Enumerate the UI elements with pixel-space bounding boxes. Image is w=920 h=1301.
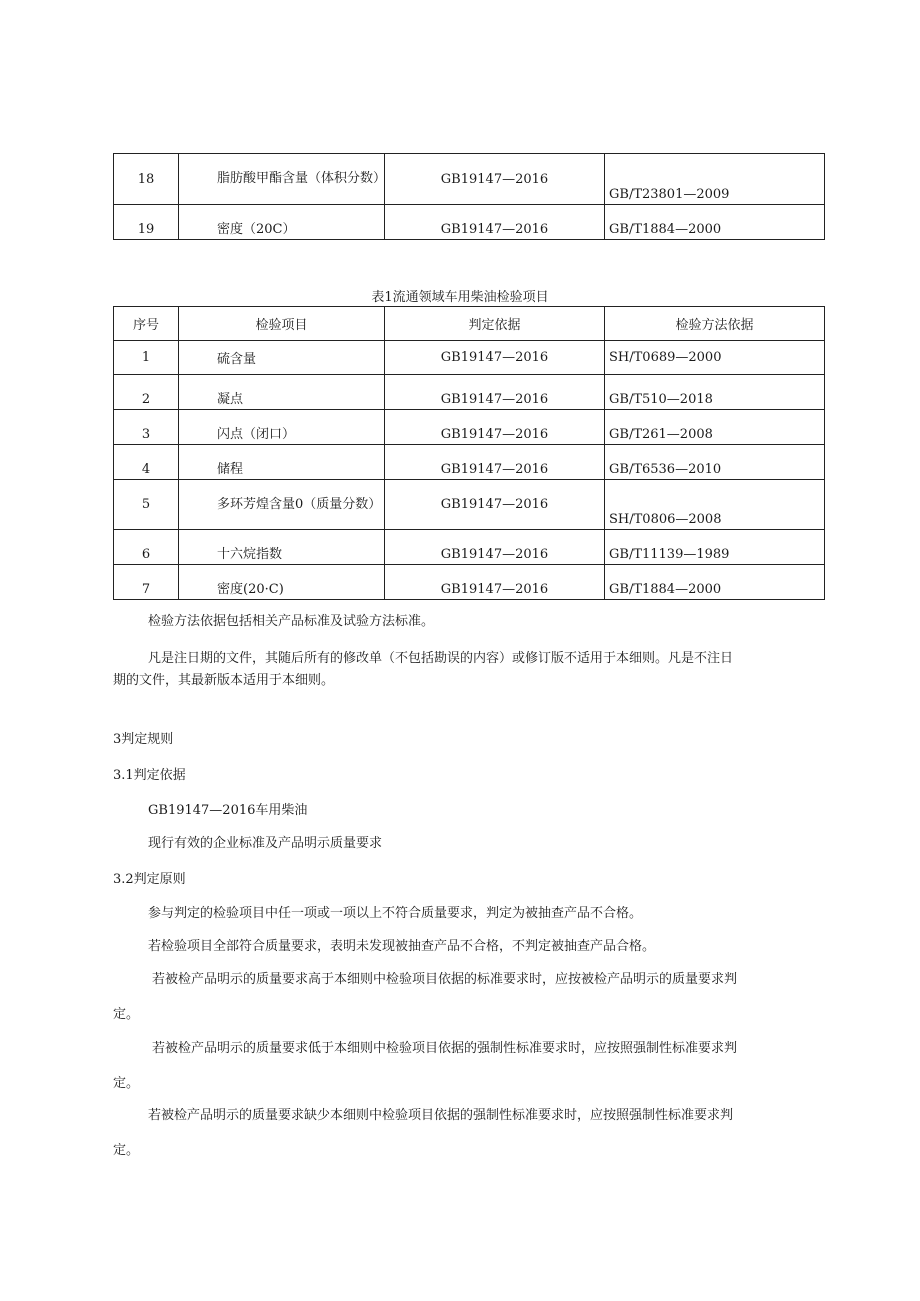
table-row — [114, 565, 825, 600]
paragraph: GB19147—2016车用柴油 — [148, 803, 308, 818]
item-name — [179, 154, 385, 205]
row-number: 7 — [114, 565, 179, 600]
judgment-basis: GB19147—2016 — [385, 480, 605, 530]
table-row — [114, 154, 825, 205]
table-row — [114, 530, 825, 565]
table-header-row — [114, 307, 825, 341]
row-number: 1 — [114, 341, 179, 375]
inspection-items-table — [113, 306, 825, 600]
test-method: GB/T23801—2009 — [605, 154, 825, 205]
subsection-heading: 3.2判定原则 — [113, 872, 186, 887]
item-name: 闪点（闭口） — [179, 410, 385, 445]
row-number: 5 — [114, 480, 179, 530]
item-name: 密度(20·C) — [179, 565, 385, 600]
table-row — [114, 375, 825, 410]
top-table — [113, 153, 825, 240]
paragraph-line: 定。 — [113, 1076, 140, 1091]
note-paragraph-line: 期的文件，其最新版本适用于本细则。 — [113, 673, 335, 688]
row-number: 3 — [114, 410, 179, 445]
judgment-basis: GB19147—2016 — [385, 445, 605, 480]
header-number: 序号 — [114, 307, 179, 341]
note-paragraph: 检验方法依据包括相关产品标准及试验方法标准。 — [148, 614, 435, 629]
item-name: 凝点 — [179, 375, 385, 410]
judgment-basis: GB19147—2016 — [385, 205, 605, 240]
paragraph-line: 若被检产品明示的质量要求高于本细则中检验项目依据的标准要求时，应按被检产品明示的质量要求判 — [152, 972, 738, 987]
paragraph-line: 若被检产品明示的质量要求缺少本细则中检验项目依据的强制性标准要求时，应按照强制性标准要求判 — [148, 1108, 734, 1123]
test-method: GB/T1884—2000 — [605, 565, 825, 600]
item-name-text: 多环芳煌含量0（质量分数） — [217, 496, 382, 512]
item-name-text: 脂肪酸甲酯含量（体积分数） — [217, 171, 387, 186]
test-method: GB/T261—2008 — [605, 410, 825, 445]
judgment-basis: GB19147—2016 — [385, 341, 605, 375]
table-caption: 表1流通领域车用柴油检验项目 — [371, 290, 549, 305]
paragraph-line: 若被检产品明示的质量要求低于本细则中检验项目依据的强制性标准要求时，应按照强制性标准要求判 — [152, 1041, 738, 1056]
header-method: 检验方法依据 — [605, 307, 825, 341]
row-number: 2 — [114, 375, 179, 410]
paragraph: 参与判定的检验项目中任一项或一项以上不符合质量要求，判定为被抽查产品不合格。 — [148, 906, 643, 921]
section-heading: 3判定规则 — [113, 732, 174, 747]
table-row — [114, 445, 825, 480]
note-paragraph-line: 凡是注日期的文件，其随后所有的修改单（不包括勘误的内容）或修订版不适用于本细则。凡是不注日 — [148, 651, 734, 666]
test-method: SH/T0689—2000 — [605, 341, 825, 375]
table-row — [114, 410, 825, 445]
row-number: 4 — [114, 445, 179, 480]
subsection-heading: 3.1判定依据 — [113, 768, 186, 783]
paragraph: 现行有效的企业标准及产品明示质量要求 — [148, 836, 383, 851]
judgment-basis: GB19147—2016 — [385, 410, 605, 445]
item-name: 十六烷指数 — [179, 530, 385, 565]
row-number: 18 — [114, 154, 179, 205]
paragraph: 若检验项目全部符合质量要求，表明未发现被抽查产品不合格，不判定被抽查产品合格。 — [148, 939, 656, 954]
item-name: 硫含量 — [179, 341, 385, 375]
row-number: 19 — [114, 205, 179, 240]
test-method: SH/T0806—2008 — [605, 480, 825, 530]
judgment-basis: GB19147—2016 — [385, 565, 605, 600]
test-method: GB/T11139—1989 — [605, 530, 825, 565]
row-number: 6 — [114, 530, 179, 565]
test-method: GB/T6536—2010 — [605, 445, 825, 480]
test-method: GB/T1884—2000 — [605, 205, 825, 240]
item-name: 储程 — [179, 445, 385, 480]
item-name — [179, 480, 385, 530]
judgment-basis: GB19147—2016 — [385, 375, 605, 410]
judgment-basis: GB19147—2016 — [385, 154, 605, 205]
judgment-basis: GB19147—2016 — [385, 530, 605, 565]
test-method: GB/T510—2018 — [605, 375, 825, 410]
paragraph-line: 定。 — [113, 1007, 140, 1022]
header-item: 检验项目 — [179, 307, 385, 341]
item-name: 密度（20C） — [179, 205, 385, 240]
table-row — [114, 341, 825, 375]
header-basis: 判定依据 — [385, 307, 605, 341]
table-row — [114, 205, 825, 240]
table-row — [114, 480, 825, 530]
paragraph-line: 定。 — [113, 1143, 140, 1158]
